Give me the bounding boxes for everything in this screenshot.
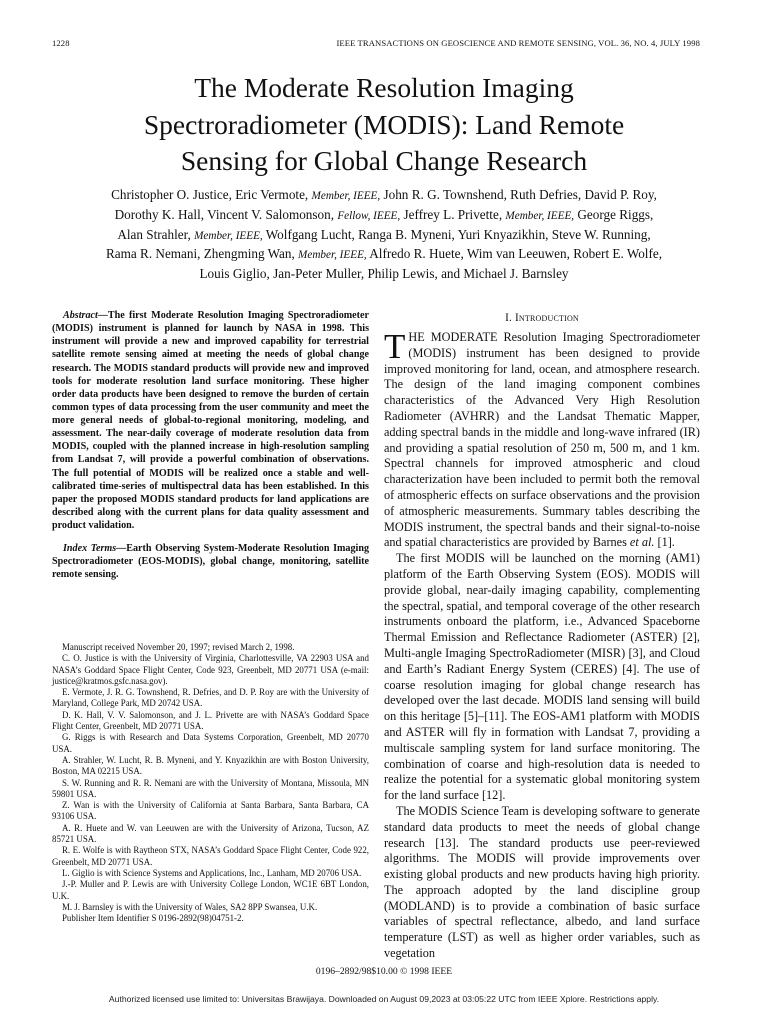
title-line-2: Spectroradiometer (MODIS): Land Remote [143,108,625,140]
authors-part: Jeffrey L. Privette, [403,206,503,222]
right-column [384,309,700,962]
footnote: S. W. Running and R. R. Nemani are with the University of Montana, Missoula, MN 59801 USA. [52,777,369,799]
footnote: Publisher Item Identifier S 0196-2892(98)04751-2. [62,913,244,924]
journal-header: IEEE TRANSACTIONS ON GEOSCIENCE AND REMOTE SENSING, VOL. 36, NO. 4, JULY 1998 [336,38,700,48]
member-grade: Member, IEEE, [311,190,381,202]
footnote: M. J. Barnsley is with the University of Wales, SA2 8PP Swansea, U.K. [62,901,318,912]
footnote: A. R. Huete and W. van Leeuwen are with the University of Arizona, Tucson, AZ 85721 USA. [52,822,369,845]
paper-title [70,70,698,180]
drop-cap: T [384,327,406,366]
title-line-1: The Moderate Resolution Imaging [194,72,574,103]
footnote: C. O. Justice is with the University of Virginia, Charlottesville, VA 22903 USA and NASA’s Goddard Space Flight Center, Code 923, Greenbelt, MD 20771 USA (e-mail: justice@kratmos.gsfc.nasa.gov). [52,653,369,686]
author-list [60,186,708,283]
index-terms [52,542,369,581]
authors-part: Alfredo R. Huete, Wim van Leeuwen, Robert E. Wolfe, [369,246,663,262]
authors-part: Christopher O. Justice, Eric Vermote, [111,187,309,202]
abstract-label: Abstract— [63,310,108,321]
footnote: Manuscript received November 20, 1997; revised March 2, 1998. [62,642,295,652]
member-grade: Member, IEEE, [194,229,263,242]
section-heading: I. Introduction [505,312,579,324]
et-al: et al. [629,535,655,550]
footnote: E. Vermote, J. R. G. Townshend, R. Defries, and D. P. Roy are with the University of Maryland, College Park, MD 20742 USA. [52,687,369,709]
paragraph-text: Resolution Imaging Spectroradiometer (MODIS) instrument has been designed to provide improved monitoring for land, ocean, and atmosphere research. The design of the land imaging component combines characteristics of the Advanced Very High Resolution Radiometer (AVHRR) and the Landsat Thematic Mapper, adding spectral bands in the middle and long-wave infrared (IR) and providing a spatial resolution of 250 m, 500 m, and 1 km. Spectral channels for improved atmospheric and cloud characterization have been included to permit both the removal of atmospheric effects on surface observations and the provision of atmospheric measurements. Summary tables describing the MODIS instrument, the spectral bands and their signal-to-noise and spatial characteristics are provided by Barnes [384,330,700,550]
authors-part: Wolfgang Lucht, Ranga B. Myneni, Yuri Knyazikhin, Steve W. Running, [265,226,651,242]
title-line-3: Sensing for Global Change Research [180,145,588,176]
member-grade: Member, IEEE, [298,249,367,262]
intro-paragraph-2: The first MODIS will be launched on the morning (AM1) platform of the Earth Observing System (EOS). MODIS will provide global, near-daily imaging capability, complementing the spectral, spatial, and temporal coverage of the other research instruments onboard the platform, i.e., Advanced Spaceborne Thermal Emission and Reflectance Radiometer (ASTER) [2], Multi-angle Imaging SpectroRadiometer (MISR) [3], and Cloud and Earth’s Radiant Energy System (CERES) [4]. The use of coarse resolution imaging for global change research has developed over the last decade. MODIS land sensing will build on this heritage [5]–[11]. The EOS-AM1 platform with MODIS and ASTER will fly in formation with Landsat 7, providing a multiscale sampling system for land surface monitoring. The combination of coarse and high-resolution data is needed to realize the potential for a systematic global monitoring system for the land surface [12]. [384,551,700,803]
footnote: J.-P. Muller and P. Lewis are with University College London, WC1E 6BT London, U.K. [52,879,369,901]
intro-paragraph-3: The MODIS Science Team is developing software to generate standard data products to meet the needs of global change research [13]. The standard products use peer-reviewed algorithms. The MODIS will provide improvements over existing global products and new products having high priority. The approach adopted by the land discipline group (MODLAND) is to provide a combination of basic surface variables of spectral reflectance, albedo, and land surface temperature (LST) as well as higher order variables, such as vegetation [384,803,700,961]
footnote: A. Strahler, W. Lucht, R. B. Myneni, and Y. Knyazikhin are with Boston University, Boston, MA 02215 USA. [52,754,369,777]
lead-text: HE MODERATE [408,330,498,344]
member-grade: Member, IEEE, [505,209,575,222]
member-grade: Fellow, IEEE, [337,209,401,222]
page-number: 1228 [52,38,70,48]
copyright-line: 0196–2892/98$10.00 © 1998 IEEE [315,966,453,977]
authors-part: George Riggs, [577,206,654,222]
running-head [52,38,700,50]
download-disclaimer: Authorized licensed use limited to: Universitas Brawijaya. Downloaded on August 09,2023 at 03:05:22 UTC from IEEE Xplore. Restrictions apply. [108,994,660,1004]
authors-part: Rama R. Nemani, Zhengming Wan, [105,246,295,262]
index-terms-label: Index Terms— [63,543,127,555]
authors-part: Louis Giglio, Jan-Peter Muller, Philip Lewis, and Michael J. Barnsley [199,266,569,282]
left-column [52,309,369,582]
footnote: R. E. Wolfe is with Raytheon STX, NASA’s Goddard Space Flight Center, Code 922, Greenbelt, MD 20771 USA. [52,845,369,867]
footnote: D. K. Hall, V. V. Salomonson, and J. L. Privette are with NASA’s Goddard Space Flight Center, Greenbelt, MD 20771 USA. [52,709,369,732]
abstract-text: The first Moderate Resolution Imaging Spectroradiometer (MODIS) instrument is planned for launch by NASA in 1998. This instrument will provide a new and improved capability for terrestrial satellite remote sensing aimed at meeting the needs of global change research. The MODIS standard products will provide new and improved tools for moderate resolution land surface monitoring. These higher order data products have been designed to remove the burden of certain common types of data processing from the user community and meet the more general needs of global-to-regional monitoring, modeling, and assessment. The near-daily coverage of moderate resolution data from MODIS, coupled with the planned increase in high-resolution sampling from Landsat 7, will provide a powerful combination of observations. The full potential of MODIS will be realized once a stable and well-calibrated time-series of multispectral data has been established. In this paper the proposed MODIS standard products for land applications are described along with the current plans for data quality assessment and product validation. [52,310,369,531]
intro-paragraph-1 [384,327,700,551]
paragraph-text-end: [1]. [654,535,675,550]
authors-part: Dorothy K. Hall, Vincent V. Salomonson, [114,206,335,222]
authors-part: Alan Strahler, [117,226,191,242]
affiliation-footnotes [52,642,369,924]
index-terms-text: Earth Observing System-Moderate Resolution Imaging Spectroradiometer (EOS-MODIS), global change, monitoring, satellite remote sensing. [52,543,369,581]
authors-part: John R. G. Townshend, Ruth Defries, David P. Roy, [383,187,657,202]
footnote: L. Giglio is with Science Systems and Applications, Inc., Lanham, MD 20706 USA. [62,867,362,878]
footnote: Z. Wan is with the University of California at Santa Barbara, Santa Barbara, CA 93106 USA. [52,800,369,822]
abstract [52,309,369,532]
footnote: G. Riggs is with Research and Data Systems Corporation, Greenbelt, MD 20770 USA. [52,732,369,754]
